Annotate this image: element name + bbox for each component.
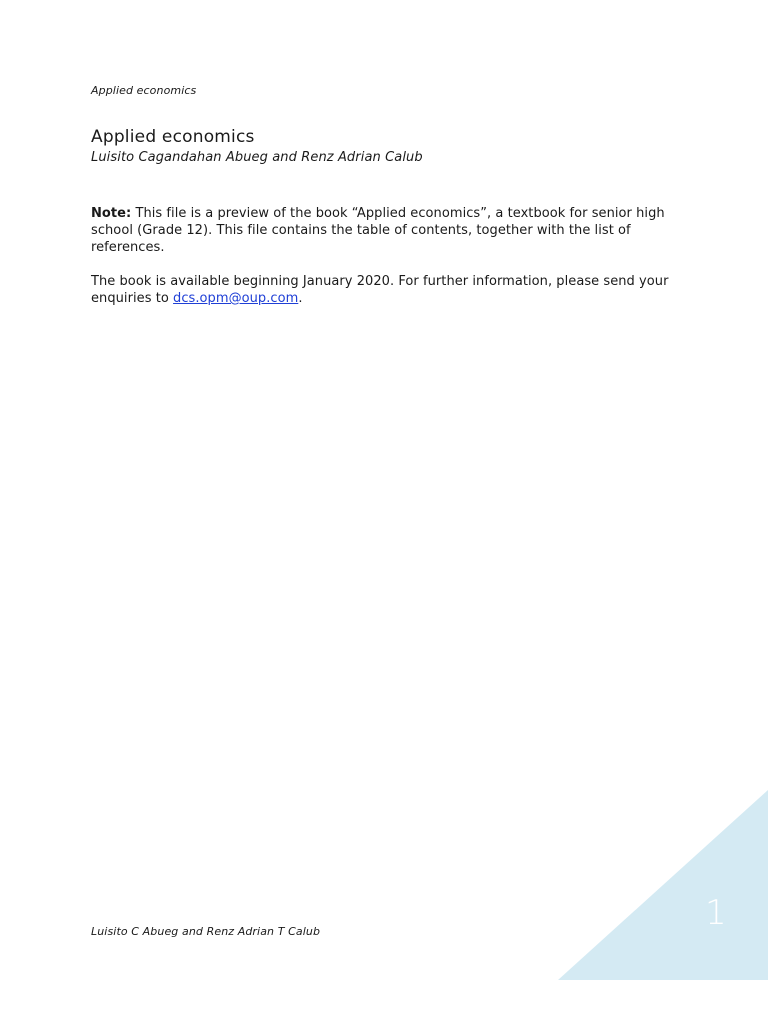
availability-end: .	[298, 291, 303, 306]
page-number: 1	[705, 893, 727, 933]
availability-paragraph	[91, 273, 681, 307]
note-label: Note:	[91, 206, 132, 221]
document-authors: Luisito Cagandahan Abueg and Renz Adrian Calub	[91, 150, 423, 165]
email-link[interactable]: dcs.opm@oup.com	[173, 291, 299, 306]
availability-text: The book is available beginning January 2020. For further information, please send your enquiries to	[91, 274, 669, 306]
note-paragraph	[91, 205, 681, 256]
document-title: Applied economics	[91, 127, 255, 147]
note-text: This file is a preview of the book “Applied economics”, a textbook for senior high school (Grade 12). This file contains the table of contents, together with the list of references.	[91, 206, 665, 255]
running-header: Applied economics	[91, 84, 197, 97]
running-footer: Luisito C Abueg and Renz Adrian T Calub	[91, 925, 321, 938]
page-corner-triangle	[558, 790, 768, 980]
corner-triangle-shape	[558, 790, 768, 980]
